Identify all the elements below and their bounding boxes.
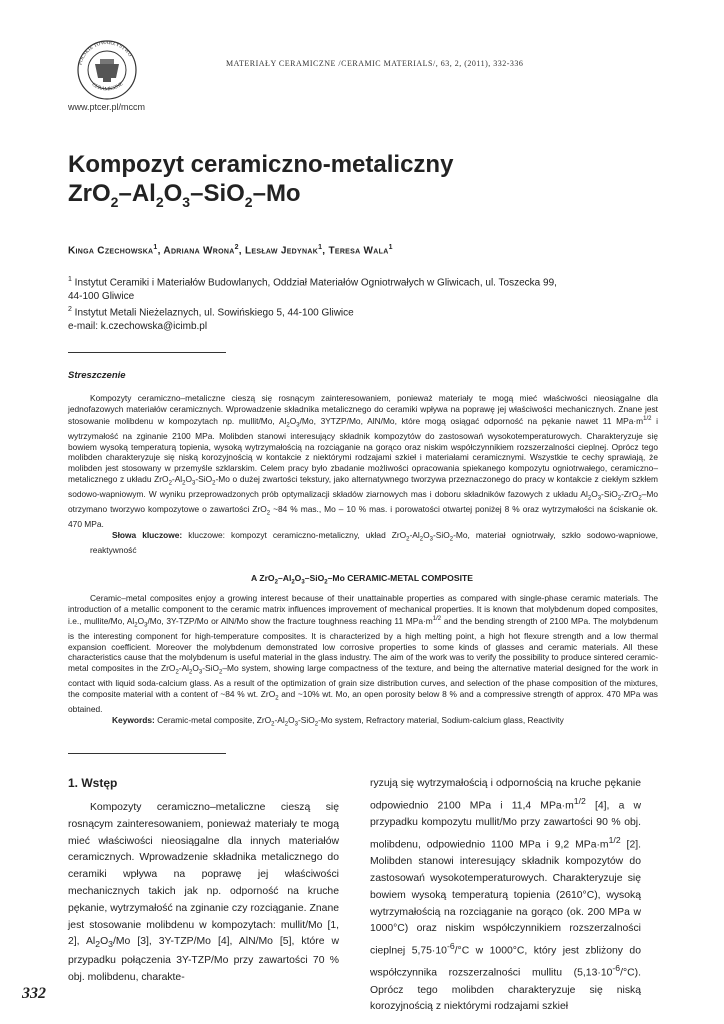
divider (68, 352, 226, 353)
article-title (68, 150, 668, 217)
author-name: Teresa Wala (328, 245, 389, 257)
abstract-polish: Kompozyty ceramiczno–metaliczne cieszą się rosnącym zainteresowaniem, ponieważ materiały te mogą mieć właściwości nieosiągalne dla jednofazowych materiałów ceramicznych. Wprowadzenie składnika metalicznego do ceramiki wpływa na poprawę jej właściwości mechanicznych. Znane jest stosowanie molibdenu w kompozytach np. mullit/Mo, $Al_2O_3/Mo$, 3YTZP/Mo, AlN/Mo, które mogą osiągać odporność na pękanie nawet 11 $MPa\cdot m^{1/2}$ i wytrzymałość na zginanie 2100 MPa. Molibden stanowi interesujący składnik kompozytów do zastosowań wysokotemperaturowych. Charakteryzuje się bowiem wysoką temperaturą topienia, wysoką wytrzymałością na rozciąganie na gorąco oraz niskim współczynnikiem rozszerzalności cieplnej. Oprócz tego molibden charakteryzuje się niską korozyjnością w kontakcie z niektórymi rodzajami szkieł i materiałami ceramicznymi. Wszystkie te cechy sprawiają, że molibden jest stosowany w przemyśle szklarskim. Celem pracy było zbadanie możliwości opracowania spiekanego kompozytu ogniotrwałego, ceramiczno–metalicznego z układu $ZrO_2-Al_2O_3-SiO_2-Mo$ o dużej zwartości tekstury, jako alternatywnego tworzywa przeznaczonego do pracy w kontakcie z ciekłym szkłem sodowo-wapniowym. W wyniku przeprowadzonych prób optymalizacji składów ziarnowych mas i doboru składników fazowych z układu $Al_2O_3-SiO_2-ZrO_2-Mo$ otrzymano tworzywo kompozytowe o zawartości ZrO$_2$ ~84 % mas., Mo – 10 % mas. i porowatości otwartej poniżej 8 % oraz wytrzymałości na ściskanie ok. 470 MPa. Słowa kluczowe: kluczowe: kompozyt ceramiczno-metaliczny, układ $ZrO_2-Al_2O_3-SiO_2-Mo$, materiał ogniotrwały, szkło sodowo-wapniowe, reaktywność (68, 393, 659, 556)
keywords-english: Keywords: Ceramic-metal composite, $ZrO_2-Al_2O_3-SiO_2-Mo$ system, Refractory material, Sodium-calcium glass, Reactivity (112, 714, 564, 728)
logo-arc-bottom: CERAMICZNE (90, 81, 125, 93)
journal-header: MATERIAŁY CERAMICZNE /CERAMIC MATERIALS/, 63, 2, (2011), 332-336 (226, 59, 524, 68)
author-name: Lesław Jedynak (244, 245, 319, 257)
title-line-1: Kompozyt ceramiczno-metaliczny (68, 151, 454, 178)
keywords-polish: Słowa kluczowe: kluczowe: kompozyt ceramiczno-metaliczny, układ $ZrO_2-Al_2O_3-SiO_2-Mo$, materiał ogniotrwały, szkło sodowo-wapniowe, reaktywność (90, 530, 658, 556)
logo-arc-top: POLSKIE TOWARZYSTWO (77, 39, 133, 66)
author-name: Adriana Wrona (163, 245, 235, 257)
affiliations: $^1$ Instytut Ceramiki i Materiałów Budowlanych, Oddział Materiałów Ogniotrwałych w Gliwicach, ul. Toszecka 99, 44-100 Gliwice $^2$ Instytut Metali Nieżelaznych, ul. Sowińskiego 5, 44-100 Gliwice e-mail: k.czechowska@icimb.pl (68, 273, 628, 334)
abstract-english: Ceramic–metal composites enjoy a growing interest because of their unattainable properties as compared with single-phase ceramic materials. The introduction of a metallic component to the ceramic matrix influences improvement of mechanical properties. It is known that molybdenum doped composites, i.e., mullite/Mo, $Al_2O_3/Mo$, 3Y-TZP/Mo or AlN/Mo show the fracture toughness reaching 11 $MPa\cdot m^{1/2}$ and the bending strength of 2100 MPa. The molybdenum is the interesting component for high-temperature composites. It is characterized by a high melting point, a high hot flexure strength and a low thermal expansion coefficient. Moreover the molybdenum demonstrated low corrosive properties to some kinds of glasses and ceramic materials. All these characteristics cause that the molybdenum is useful material in the glass industry. The aim of the work was to verify the possibility to produce sintered ceramic-metal composites in the $ZrO_2-Al_2O_3-SiO_2-Mo$ system, showing large compactness of the texture, and being the alternative material designed for the work in contact with liquid soda-calcium glass. As a result of the optimization of grain size distribution curves, and selection of the phase composition of the mixtures, the composite material with a content of ~84 % wt. ZrO$_2$ and ~10% wt. Mo, an open porosity below 8 % and a compressive strength of approx. 470 MPa was obtained. Keywords: Ceramic-metal composite, $ZrO_2-Al_2O_3-SiO_2-Mo$ system, Refractory material, Sodium-calcium glass, Reactivity (68, 593, 658, 730)
abstract-heading: Streszczenie (68, 370, 126, 381)
email[interactable]: e-mail: k.czechowska@icimb.pl (68, 321, 208, 333)
author-name: Kinga Czechowska (68, 245, 154, 257)
society-logo (62, 38, 152, 106)
divider (68, 753, 226, 754)
page-number: 332 (22, 985, 46, 1002)
svg-text:CERAMICZNE (91, 81, 125, 92)
body-column-right: ryzują się wytrzymałością i odpornością na kruche pękanie odpowiednio 2100 MPa i 11,4 $MPa\cdot m^{1/2}$ [4], a w przypadku kompozytu mullit/Mo przy zawartości 90 % obj. molibdenu, odpowiednio 1100 MPa i 9,2 $MPa\cdot m^{1/2}$ [2]. Molibden stanowi interesujący składnik kompozytów do zastosowań wysokotemperaturowych. Charakteryzuje się bowiem wysoką temperaturą topienia (2610°C), wysoką wytrzymałością na rozciąganie na gorąco (ok. 200 MPa w 1000°C) oraz niskim współczynnikiem rozszerzalności cieplnej $5,75\cdot 10^{-6}/^\circ C$ w 1000°C, który jest zbliżony do współczynnika rozszerzalności mullitu $(5,13\cdot 10^{-6}/^\circ C)$. Oprócz tego molibden charakteryzuje się niską korozyjnością z niektórymi rodzajami szkieł (370, 778, 641, 1013)
section-heading: 1. Wstęp (68, 776, 118, 790)
authors-line: Kinga Czechowska$^1$, Adriana Wrona$^2$, Lesław Jedynak$^1$, Teresa Wala$^1$ (68, 244, 393, 257)
title-line-2: $ZrO_2-Al_2O_3-SiO_2-Mo$ (68, 180, 301, 210)
website-link[interactable]: www.ptcer.pl/mccm (68, 102, 146, 112)
body-column-left: Kompozyty ceramiczno–metaliczne cieszą się rosnącym zainteresowaniem, ponieważ materiały te mogą mieć właściwości nieosiągalne dla innych materiałów ceramicznych. Wprowadzenie składnika metalicznego do ceramiki wpływa na poprawę jej właściwości mechanicznych takich jak np. odporność na kruche pękanie, wytrzymałość na zginanie czy rozciąganie. Znane jest stosowanie molibdenu w kompozytach: mullit/Mo [1, 2], $Al_2O_3/Mo$ [3], 3Y-TZP/Mo [4], AlN/Mo [5], które w przypadku połączenia 3Y-TZP/Mo przy zawartości 70 % obj. molibdenu, charakte- (68, 802, 339, 984)
english-title: A $ZrO_2-Al_2O_3-SiO_2-Mo$ CERAMIC-METAL COMPOSITE (251, 573, 473, 586)
